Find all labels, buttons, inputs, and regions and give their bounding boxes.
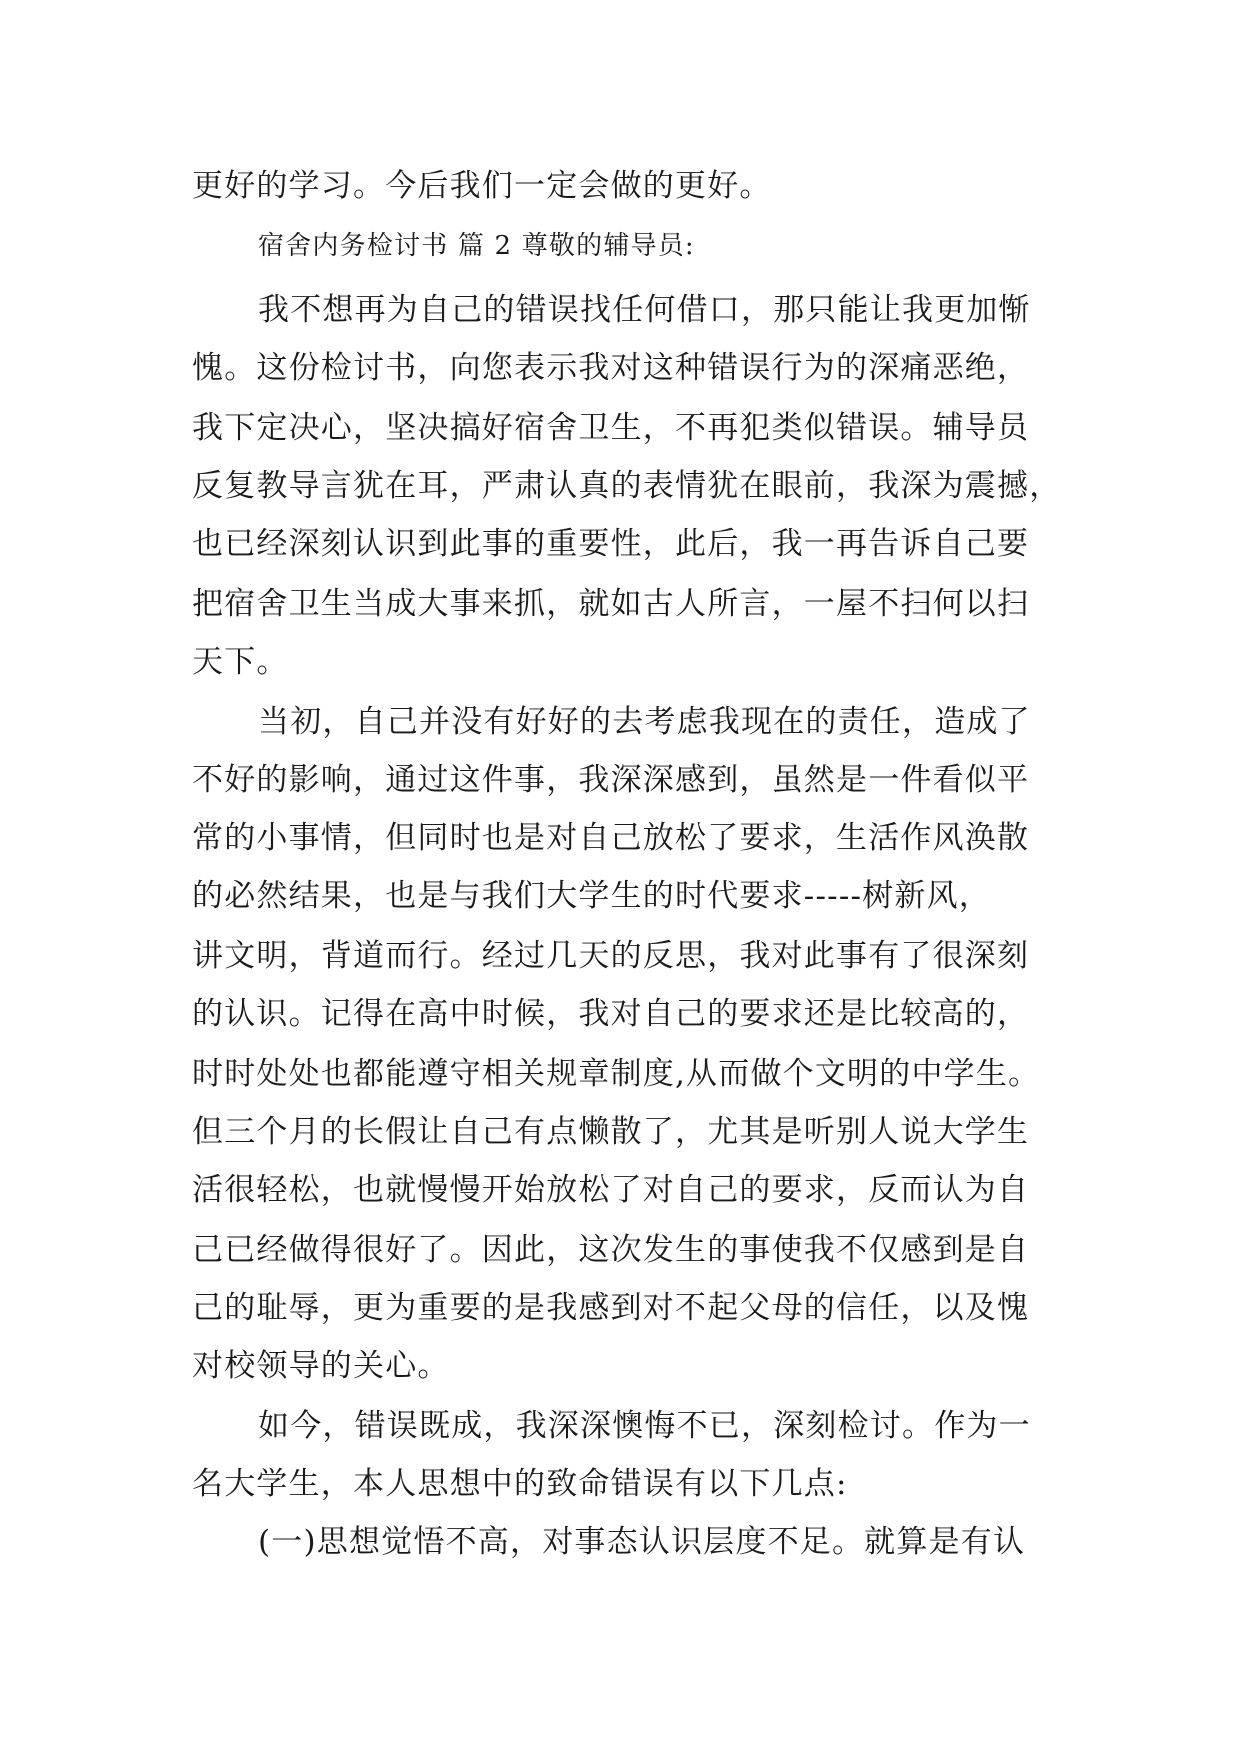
text-line: 把宿舍卫生当成大事来抓，就如古人所言，一屋不扫何以扫 <box>192 586 1030 622</box>
text-line: (一)思想觉悟不高，对事态认识层度不足。就算是有认 <box>258 1524 1026 1560</box>
section-heading: 宿舍内务检讨书 篇 2 尊敬的辅导员: <box>258 231 695 261</box>
text-line: 活很轻松，也就慢慢开始放松了对自己的要求，反而认为自 <box>192 1172 1030 1208</box>
text-line: 讲文明，背道而行。经过几天的反思，我对此事有了很深刻 <box>192 938 1030 974</box>
text-line: 当初，自己并没有好好的去考虑我现在的责任，造成了 <box>258 704 1031 740</box>
text-line: 愧。这份检讨书，向您表示我对这种错误行为的深痛恶绝， <box>192 350 1030 386</box>
text-line: 的必然结果，也是与我们大学生的时代要求-----树新风， <box>192 878 991 914</box>
text-line: 己的耻辱，更为重要的是我感到对不起父母的信任，以及愧 <box>192 1290 1030 1326</box>
text-line: 不好的影响，通过这件事，我深深感到，虽然是一件看似平 <box>192 762 1030 798</box>
text-line: 更好的学习。今后我们一定会做的更好。 <box>192 168 772 204</box>
text-line: 反复教导言犹在耳，严肃认真的表情犹在眼前，我深为震撼， <box>192 468 1062 504</box>
text-line: 名大学生，本人思想中的致命错误有以下几点: <box>192 1466 848 1502</box>
text-line: 天下。 <box>192 644 289 680</box>
text-line: 时时处处也都能遵守相关规章制度,从而做个文明的中学生。 <box>192 1056 1041 1092</box>
text-line: 也已经深刻认识到此事的重要性，此后，我一再告诉自己要 <box>192 526 1030 562</box>
text-line: 如今，错误既成，我深深懊悔不已，深刻检讨。作为一 <box>258 1408 1031 1444</box>
text-line: 我下定决心，坚决搞好宿舍卫生，不再犯类似错误。辅导员 <box>192 410 1030 446</box>
text-line: 常的小事情，但同时也是对自己放松了要求，生活作风涣散 <box>192 820 1030 856</box>
text-line: 的认识。记得在高中时候，我对自己的要求还是比较高的， <box>192 996 1030 1032</box>
text-line: 对校领导的关心。 <box>192 1348 450 1384</box>
text-line: 己已经做得很好了。因此，这次发生的事使我不仅感到是自 <box>192 1232 1030 1268</box>
text-line: 但三个月的长假让自己有点懒散了，尤其是听别人说大学生 <box>192 1114 1030 1150</box>
text-line: 我不想再为自己的错误找任何借口，那只能让我更加惭 <box>258 292 1031 328</box>
